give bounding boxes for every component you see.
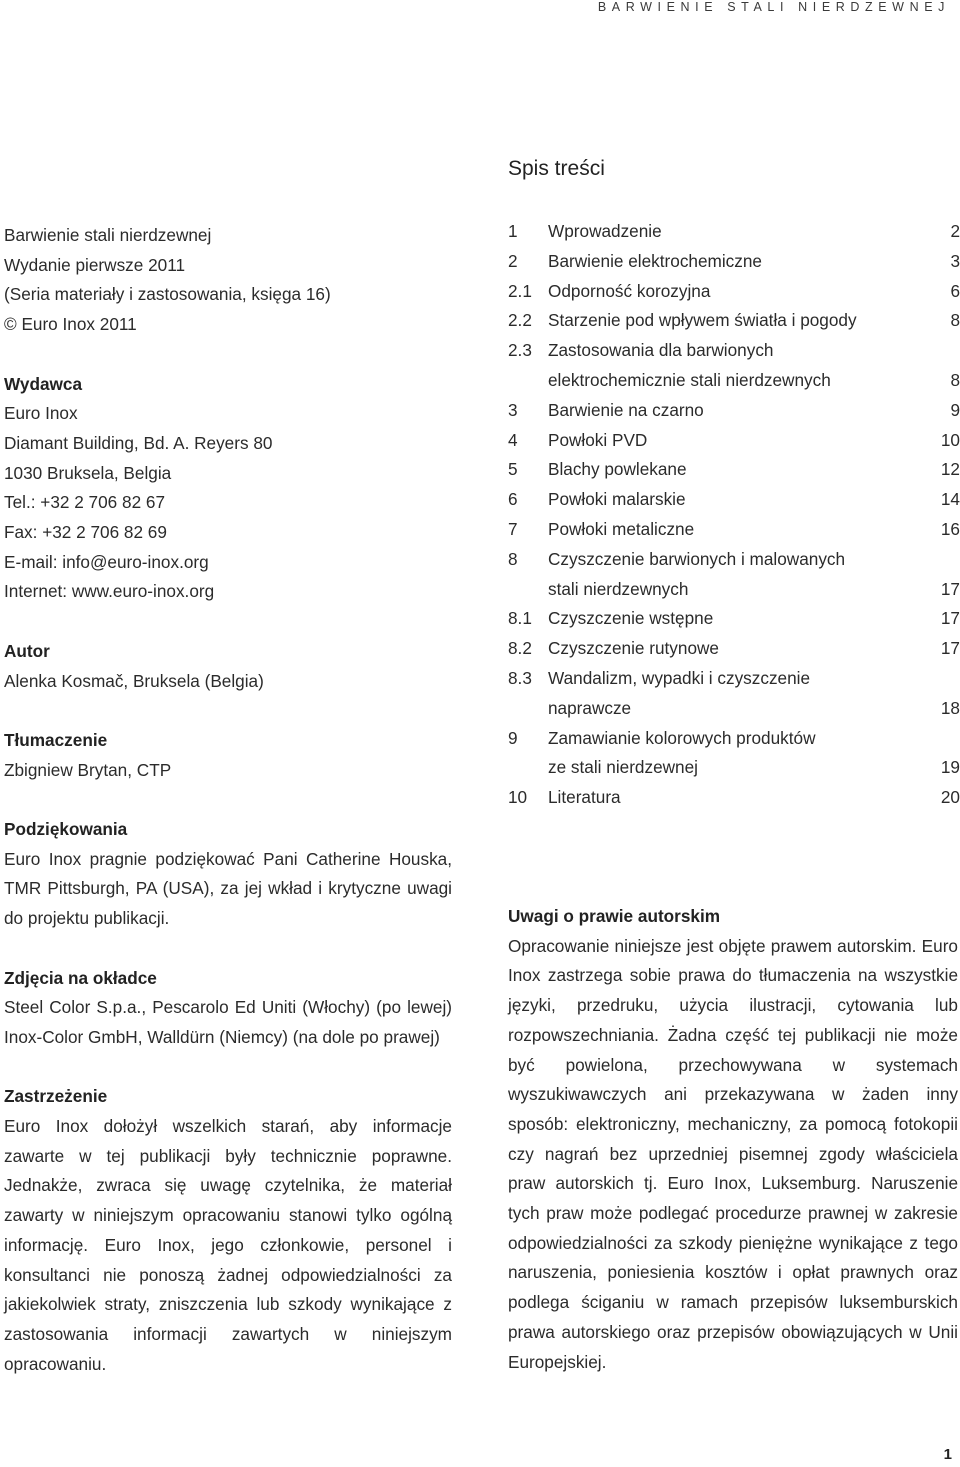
cover-photos-section — [4, 964, 452, 1053]
toc-entry-page: 3 — [950, 250, 960, 271]
table-of-contents — [508, 217, 960, 813]
toc-entry-title: naprawcze — [548, 697, 632, 718]
publisher-section — [4, 370, 452, 608]
author-heading: Autor — [4, 640, 50, 661]
toc-entry-number: 8 — [508, 548, 518, 569]
toc-entry[interactable] — [508, 426, 960, 456]
toc-entry-title: Odporność korozyjna — [548, 280, 711, 301]
publisher-line: Fax: +32 2 706 82 69 — [4, 522, 167, 543]
toc-entry-title: elektrochemicznie stali nierdzewnych — [548, 369, 831, 390]
publisher-line: Diamant Building, Bd. A. Reyers 80 — [4, 432, 273, 453]
toc-entry[interactable] — [508, 247, 960, 277]
toc-entry-number: 1 — [508, 221, 518, 241]
toc-entry-number: 4 — [508, 429, 518, 450]
toc-entry-number: 2.2 — [508, 310, 532, 331]
author-section — [4, 637, 452, 696]
toc-entry-number: 8.3 — [508, 667, 532, 688]
publication-line: © Euro Inox 2011 — [4, 314, 137, 335]
publication-line: Wydanie pierwsze 2011 — [4, 254, 186, 275]
publisher-email: E-mail: info@euro-inox.org — [4, 551, 209, 572]
toc-entry[interactable] — [508, 545, 960, 605]
publisher-line: Tel.: +32 2 706 82 67 — [4, 492, 166, 513]
disclaimer-heading: Zastrzeżenie — [4, 1086, 108, 1107]
toc-entry[interactable] — [508, 783, 960, 813]
toc-entry-page: 12 — [940, 459, 960, 480]
toc-entry-title: Starzenie pod wpływem światła i pogody — [548, 310, 857, 331]
toc-entry-page: 17 — [940, 638, 960, 659]
toc-entry-number: 8.1 — [508, 608, 532, 629]
toc-entry[interactable] — [508, 306, 960, 336]
toc-entry-title: Czyszczenie barwionych i malowanych — [548, 548, 846, 569]
toc-entry-page: 16 — [940, 518, 960, 539]
toc-entry-number: 5 — [508, 459, 518, 480]
translation-heading: Tłumaczenie — [4, 729, 108, 750]
toc-entry-title: Wprowadzenie — [548, 221, 662, 241]
toc-entry-page: 17 — [940, 608, 960, 629]
publication-info — [4, 221, 452, 340]
copyright-section — [508, 902, 958, 1377]
disclaimer-section — [4, 1082, 452, 1379]
toc-entry-title: Barwienie elektrochemiczne — [548, 250, 762, 271]
toc-entry-title: Czyszczenie rutynowe — [548, 638, 719, 659]
acknowledgements-text: Euro Inox pragnie podziękować Pani Catherine Houska, TMR Pittsburgh, PA (USA), za jej wkład i krytyczne uwagi do projektu publikacji. — [4, 848, 452, 929]
copyright-text: Opracowanie niniejsze jest objęte prawem autorskim. Euro Inox zastrzega sobie prawa do tłumaczenia na wszystkie języki, przedruku, użycia ilustracji, cytowania lub rozpowszechniania. Żadna część tej publikacji nie może być powielona, przechowywana w systemach wyszukiwawczych ani przekazywana w żaden inny sposób: elektroniczny, mechaniczny, za pomocą fotokopii czy nagrań bez uprzedniej pisemnej zgody właściciela praw autorskich tj. Euro Inox, Luksemburg. Naruszenie tych praw może podlegać procedurze prawnej w zakresie odpowiedzialności za szkody pieniężne wynikające z tego naruszenia, poniesienia kosztów i opłat prawnych oraz podlega ściganiu w ramach przepisów luksemburskich prawa autorskiego oraz przepisów obowiązujących w Unii Europejskiej. — [508, 935, 958, 1372]
toc-entry[interactable] — [508, 664, 960, 724]
toc-entry-page: 9 — [950, 399, 960, 420]
acknowledgements-section — [4, 815, 452, 934]
toc-entry[interactable] — [508, 396, 960, 426]
toc-entry-page: 18 — [940, 697, 960, 718]
toc-entry-title: Powłoki PVD — [548, 429, 648, 450]
toc-entry-title: Blachy powlekane — [548, 459, 687, 480]
toc-entry-title: Barwienie na czarno — [548, 399, 704, 420]
toc-entry-number: 6 — [508, 489, 518, 510]
publisher-line: Euro Inox — [4, 403, 78, 424]
toc-entry-page: 6 — [950, 280, 960, 301]
cover-photos-text: Steel Color S.p.a., Pescarolo Ed Uniti (Włochy) (po lewej) Inox-Color GmbH, Walldürn (Niemcy) (na dole po prawej) — [4, 997, 452, 1047]
toc-entry-number: 3 — [508, 399, 518, 420]
toc-entry-number: 7 — [508, 518, 518, 539]
toc-entry-title: Literatura — [548, 787, 621, 808]
toc-entry-number: 2.1 — [508, 280, 532, 301]
publication-line: (Seria materiały i zastosowania, księga 16) — [4, 284, 331, 305]
author-text: Alenka Kosmač, Bruksela (Belgia) — [4, 670, 264, 691]
toc-entry-title: Powłoki metaliczne — [548, 518, 695, 539]
toc-entry-title: stali nierdzewnych — [548, 578, 689, 599]
publisher-line: 1030 Bruksela, Belgia — [4, 462, 172, 483]
toc-entry[interactable] — [508, 515, 960, 545]
imprint-column — [4, 221, 452, 1379]
toc-entry-page: 14 — [940, 489, 960, 510]
toc-entry-page: 10 — [940, 429, 960, 450]
toc-entry-title: Wandalizm, wypadki i czyszczenie — [548, 667, 811, 688]
toc-entry-number: 2 — [508, 250, 518, 271]
translation-text: Zbigniew Brytan, CTP — [4, 759, 172, 780]
toc-entry-page: 8 — [950, 369, 960, 390]
toc-entry[interactable] — [508, 724, 960, 784]
copyright-heading: Uwagi o prawie autorskim — [508, 906, 721, 926]
publication-line: Barwienie stali nierdzewnej — [4, 225, 212, 245]
toc-entry-number: 2.3 — [508, 340, 532, 361]
toc-entry-title: Zamawianie kolorowych produktów — [548, 727, 816, 748]
toc-entry-title: ze stali nierdzewnej — [548, 757, 698, 778]
toc-entry-page: 8 — [950, 310, 960, 331]
toc-entry[interactable] — [508, 485, 960, 515]
publisher-heading: Wydawca — [4, 373, 83, 394]
toc-entry-number: 8.2 — [508, 638, 532, 659]
toc-entry-page: 20 — [940, 787, 960, 808]
toc-entry-title: Powłoki malarskie — [548, 489, 686, 510]
toc-entry[interactable] — [508, 455, 960, 485]
toc-entry[interactable] — [508, 634, 960, 664]
publisher-website: Internet: www.euro-inox.org — [4, 581, 215, 602]
toc-entry-page: 17 — [940, 578, 960, 599]
toc-entry-number: 10 — [508, 787, 528, 808]
toc-title: Spis treści — [508, 157, 605, 180]
disclaimer-text: Euro Inox dołożył wszelkich starań, aby informacje zawarte w tej publikacji były technicznie poprawne. Jednakże, zwraca się uwagę czytelnika, że materiał zawarty w niniejszym opracowaniu stanowi tylko ogólną informację. Euro Inox, jego członkowie, personel i konsultanci nie ponoszą żadnej odpowiedzialności za jakiekolwiek straty, zniszczenia lub szkody wynikające z zastosowania informacji zawartych w niniejszym opracowaniu. — [4, 1116, 452, 1374]
toc-entry[interactable] — [508, 336, 960, 396]
translation-section — [4, 726, 452, 785]
toc-entry-page: 19 — [940, 757, 960, 778]
running-head: BARWIENIE STALI NIERDZEWNEJ — [597, 0, 950, 14]
toc-entry[interactable] — [508, 217, 960, 247]
toc-entry-page: 2 — [950, 221, 960, 241]
toc-entry-number: 9 — [508, 727, 518, 748]
toc-entry[interactable] — [508, 604, 960, 634]
toc-entry-title: Czyszczenie wstępne — [548, 608, 714, 629]
cover-photos-heading: Zdjęcia na okładce — [4, 967, 157, 988]
acknowledgements-heading: Podziękowania — [4, 819, 128, 839]
toc-entry-title: Zastosowania dla barwionych — [548, 340, 774, 361]
toc-entry[interactable] — [508, 277, 960, 307]
page-number: 1 — [943, 1446, 952, 1463]
